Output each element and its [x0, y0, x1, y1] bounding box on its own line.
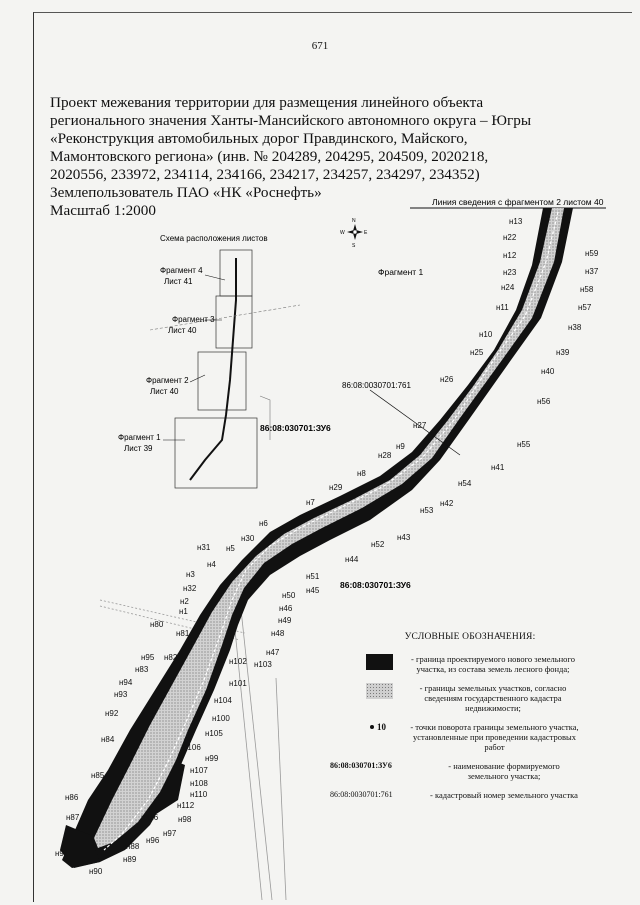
point-label-н110: н110 — [190, 790, 208, 799]
point-label-н4: н4 — [207, 560, 216, 569]
legend-cadastral-code: 86:08:0030701:761 — [330, 790, 393, 799]
point-label-н101: н101 — [229, 679, 247, 688]
legend-parcel-code: 86:08:030701:ЗУ6 — [330, 761, 392, 770]
point-label-н24: н24 — [501, 283, 515, 292]
point-label-н93: н93 — [114, 690, 128, 699]
point-label-н37: н37 — [585, 267, 599, 276]
legend-item2-line3: недвижимости; — [465, 703, 521, 713]
point-label-н91: н91 — [55, 849, 69, 858]
point-label-н6: н6 — [259, 519, 268, 528]
legend-swatch-dotted — [366, 683, 393, 699]
fragment-main-label: Фрагмент 1 — [378, 267, 424, 277]
point-label-н9: н9 — [396, 442, 405, 451]
point-label-н81: н81 — [176, 629, 190, 638]
inset-title: Схема расположения листов — [160, 234, 268, 243]
heading-line-6: Землепользователь ПАО «НК «Роснефть» — [50, 184, 322, 201]
point-label-н89: н89 — [123, 855, 137, 864]
point-label-н7: н7 — [306, 498, 315, 507]
legend-point-number: 10 — [377, 722, 386, 732]
point-label-н45: н45 — [306, 586, 320, 595]
point-label-н27: н27 — [413, 421, 427, 430]
heading-line-2: регионального значения Ханты-Мансийского автономного округа – Югры — [50, 112, 532, 129]
parcel-label-top: 86:08:030701:ЗУ6 — [260, 423, 331, 433]
point-label-н26: н26 — [440, 375, 454, 384]
point-label-н23: н23 — [503, 268, 517, 277]
parcel-label-mid: 86:08:030701:ЗУ6 — [340, 580, 411, 590]
point-label-н58: н58 — [580, 285, 594, 294]
point-label-н51: н51 — [306, 572, 320, 581]
point-label-н112: н112 — [177, 801, 195, 810]
point-label-н38: н38 — [568, 323, 582, 332]
point-label-н1: н1 — [179, 607, 188, 616]
point-label-н12: н12 — [503, 251, 517, 260]
point-label-н90: н90 — [89, 867, 103, 876]
point-label-н47: н47 — [266, 648, 280, 657]
point-label-н86: н86 — [65, 793, 79, 802]
point-label-н10: н10 — [479, 330, 493, 339]
legend-item5-line1: - кадастровый номер земельного участка — [430, 790, 578, 800]
point-label-н57: н57 — [578, 303, 592, 312]
point-label-н42: н42 — [440, 499, 454, 508]
point-label-н98: н98 — [178, 815, 192, 824]
inset-frag4-a: Фрагмент 4 — [160, 266, 203, 275]
point-label-н54: н54 — [458, 479, 472, 488]
point-label-н41: н41 — [491, 463, 505, 472]
legend-item-project-boundary — [330, 654, 590, 674]
heading-line-3: «Реконструкция автомобильных дорог Правдинского, Майского, — [50, 130, 468, 147]
point-label-н88: н88 — [126, 842, 140, 851]
legend-swatch-black — [366, 654, 393, 670]
point-label-н11: н11 — [496, 303, 509, 312]
point-label-н44: н44 — [345, 555, 359, 564]
point-label-н105: н105 — [205, 729, 223, 738]
point-label-н52: н52 — [371, 540, 385, 549]
point-label-н55: н55 — [517, 440, 531, 449]
point-label-н85: н85 — [91, 771, 105, 780]
legend-title: УСЛОВНЫЕ ОБОЗНАЧЕНИЯ: — [404, 632, 536, 642]
point-label-н94: н94 — [119, 678, 133, 687]
point-label-н100: н100 — [212, 714, 230, 723]
legend-item3-line3: работ — [484, 742, 505, 752]
point-label-н32: н32 — [183, 584, 197, 593]
point-label-н43: н43 — [397, 533, 411, 542]
legend-item-parcel-name — [330, 761, 590, 781]
point-label-н48: н48 — [271, 629, 285, 638]
point-label-н96: н96 — [146, 836, 160, 845]
inset-frag3-a: Фрагмент 3 — [172, 315, 215, 324]
point-label-н50: н50 — [282, 591, 296, 600]
point-label-н22: н22 — [503, 233, 517, 242]
legend-item-turning-points — [330, 722, 590, 752]
inset-frag1-a: Фрагмент 1 — [118, 433, 161, 442]
point-label-н107: н107 — [190, 766, 208, 775]
point-label-н49: н49 — [278, 616, 292, 625]
point-label-н106: н106 — [183, 743, 201, 752]
heading-line-4: Мамонтовского региона» (инв. № 204289, 204295, 204509, 2020218, — [50, 148, 489, 165]
cadastral-number: 86:08:0030701:761 — [342, 381, 411, 390]
point-label-н59: н59 — [585, 249, 599, 258]
point-label-н40: н40 — [541, 367, 555, 376]
point-label-н95: н95 — [141, 653, 155, 662]
legend-item-cadastral-boundary — [330, 683, 590, 713]
point-label-н87: н87 — [66, 813, 80, 822]
point-dot-icon — [370, 725, 374, 729]
legend-item2-line1: - границы земельных участков, согласно — [419, 683, 567, 693]
compass-e: E — [364, 230, 368, 236]
point-label-н46: н46 — [279, 604, 293, 613]
compass-icon — [340, 218, 368, 249]
compass-w: W — [340, 230, 345, 236]
heading-line-7: Масштаб 1:2000 — [50, 202, 156, 219]
legend-item1-line1: - граница проектируемого нового земельного — [411, 654, 575, 664]
point-label-н2: н2 — [180, 597, 189, 606]
point-label-н84: н84 — [101, 735, 115, 744]
point-label-н80: н80 — [150, 620, 164, 629]
point-label-н5: н5 — [226, 544, 235, 553]
point-label-н39: н39 — [556, 348, 570, 357]
legend-item4-line1: - наименование формируемого — [448, 761, 560, 771]
legend-point-marker — [370, 722, 388, 732]
compass-n: N — [352, 218, 356, 224]
point-label-н92: н92 — [105, 709, 119, 718]
page-number: 671 — [311, 40, 329, 52]
point-label-н82: н82 — [164, 653, 178, 662]
legend-item4-line2: земельного участка; — [467, 771, 541, 781]
point-label-н103: н103 — [254, 660, 272, 669]
point-label-н99: н99 — [205, 754, 219, 763]
inset-frag1-b: Лист 39 — [124, 444, 153, 453]
point-label-н116: н116 — [141, 813, 159, 822]
point-label-н3: н3 — [186, 570, 195, 579]
point-label-н8: н8 — [357, 469, 366, 478]
point-label-н104: н104 — [214, 696, 232, 705]
point-label-н102: н102 — [229, 657, 247, 666]
inset-frag2-b: Лист 40 — [150, 387, 179, 396]
heading-line-5: 2020556, 233972, 234114, 234166, 234217, 234257, 234297, 234352) — [50, 166, 480, 183]
legend-item3-line1: - точки поворота границы земельного участка, — [410, 722, 579, 732]
legend-item-cadastral-number — [330, 790, 590, 800]
legend-item1-line2: участка, из состава земель лесного фонда; — [416, 664, 570, 674]
point-label-н29: н29 — [329, 483, 343, 492]
point-label-н31: н31 — [197, 543, 211, 552]
point-label-н25: н25 — [470, 348, 484, 357]
point-label-н56: н56 — [537, 397, 551, 406]
point-label-н53: н53 — [420, 506, 434, 515]
point-label-н97: н97 — [163, 829, 177, 838]
inset-frag3-b: Лист 40 — [168, 326, 197, 335]
point-label-н83: н83 — [135, 665, 149, 674]
sheet-layout-inset — [118, 234, 300, 488]
point-label-н28: н28 — [378, 451, 392, 460]
legend-item3-line2: установленные при проведении кадастровых — [413, 732, 576, 742]
heading-line-1: Проект межевания территории для размещения линейного объекта — [50, 94, 484, 111]
point-label-н30: н30 — [241, 534, 255, 543]
inset-frag4-b: Лист 41 — [164, 277, 193, 286]
match-line-label: Линия сведения с фрагментом 2 листом 40 — [432, 197, 604, 207]
compass-s: S — [352, 243, 356, 249]
point-label-н13: н13 — [509, 217, 523, 226]
legend — [330, 632, 590, 809]
legend-item2-line2: сведениям государственного кадастра — [424, 693, 562, 703]
point-label-н108: н108 — [190, 779, 208, 788]
inset-frag2-a: Фрагмент 2 — [146, 376, 189, 385]
